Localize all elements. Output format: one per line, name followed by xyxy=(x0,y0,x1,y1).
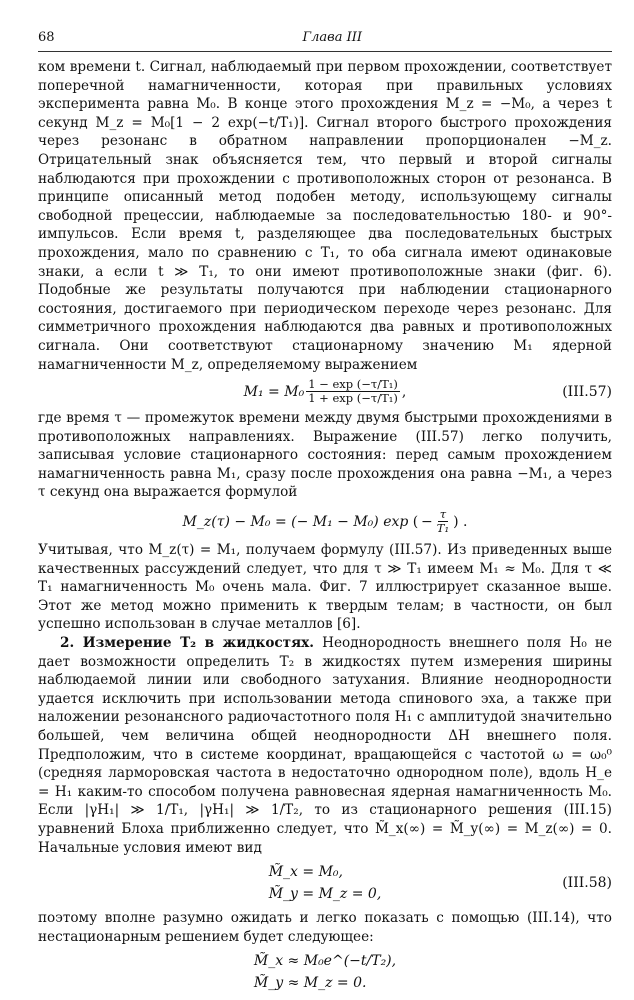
eq57-lhs: M₁ = M₀ xyxy=(243,383,305,400)
eq57-denominator: 1 + exp (−τ/T₁) xyxy=(308,391,398,406)
page-number: 68 xyxy=(38,30,55,45)
paragraph-3: Учитывая, что M_z(τ) = M₁, получаем формулу (III.57). Из приведенных выше качественных рассуждений следует, что для τ ≫ T₁ имеем M₁ ≈ M₀. Для τ ≪ T₁ намагниченность M₀ очень мала. Фиг. 7 иллюстрирует сказанное выше. Этот же метод можно применить к твердым телам; в частности, он был успешно использован в случае металлов [6]. xyxy=(38,542,612,633)
eq-mid-fraction xyxy=(435,508,451,535)
paragraph-4 xyxy=(38,634,612,857)
eq-mid-denominator: T₁ xyxy=(436,521,450,536)
eq-last-line-1: M̃_x ≈ M₀e^(−t/T₂), xyxy=(253,953,397,970)
eq58-lines xyxy=(269,861,382,905)
eq57-tag: (III.57) xyxy=(562,383,612,400)
equation-iii-57 xyxy=(38,378,612,405)
eq-mid-close: ) . xyxy=(453,513,468,530)
header-rule xyxy=(38,51,612,52)
eq58-line-1: M̃_x = M₀, xyxy=(268,864,343,881)
equation-nonstationary xyxy=(38,950,612,994)
chapter-title: Глава III xyxy=(302,30,362,45)
eq-mid-open: ( − xyxy=(408,513,433,530)
paragraph-2: где время τ — промежуток времени между двумя быстрыми прохождениями в противоположных направлениях. Выражение (III.57) легко получить, записывая условие стационарного состояния: перед самым прохождением намагниченность равна M₁, сразу после прохождения она равна −M₁, а через τ секунд она выражается формулой xyxy=(38,410,612,501)
eq-mid-left: M_z(τ) − M₀ = (− M₁ − M₀) exp xyxy=(182,513,409,530)
eq-last-line-2: M̃_y ≈ M_z = 0. xyxy=(253,975,367,992)
eq57-numerator: 1 − exp (−τ/T₁) xyxy=(308,377,398,392)
eq57-fraction xyxy=(306,378,400,405)
eq-mid-numerator: τ xyxy=(439,507,447,522)
eq57-comma: , xyxy=(401,383,407,400)
section-heading: 2. Измерение T₂ в жидкостях. xyxy=(60,635,314,652)
paragraph-5: поэтому вполне разумно ожидать и легко показать с помощью (III.14), что нестационарным решением будет следующее: xyxy=(38,910,612,945)
paragraph-1: ком времени t. Сигнал, наблюдаемый при первом прохождении, соответствует поперечной намагниченности, которая при правильных условиях эксперимента равна M₀. В конце этого прохождения M_z = −M₀, а через t секунд M_z = M₀[1 − 2 exp(−t/T₁)]. Сигнал второго быстрого прохождения через резонанс в обратном направлении пропорционален −M_z. Отрицательный знак объясняется тем, что первый и второй сигналы наблюдаются при прохождении с противоположных сторон от резонанса. В принципе описанный метод подобен методу, использующему сигналы свободной прецессии, наблюдаемые за последовательностью 180- и 90°-импульсов. Если время t, разделяющее два последовательных быстрых прохождения, мало по сравнению с T₁, то оба сигнала имеют одинаковые знаки, а если t ≫ T₁, то они имеют противоположные знаки (фиг. 6). Подобные же результаты получаются при наблюдении стационарного состояния, достигаемого при периодическом переходе через резонанс. Для симметричного прохождения наблюдаются два равных и противоположных сигнала. Они соответствуют стационарному значению M₁ ядерной намагниченности M_z, определяемому выражением xyxy=(38,59,612,373)
paragraph-4-body: Неоднородность внешнего поля H₀ не дает возможности определить T₂ в жидкостях путем измерения ширины наблюдаемой линии или свободного затухания. Влияние неоднородности удается исключить при использовании метода спинового эха, а также при наложении резонансного радиочастотного поля H₁ с амплитудой значительно большей, чем величина общей неоднородности ΔH внешнего поля. Предположим, что в системе координат, вращающейся с частотой ω = ω₀⁰ (средняя ларморовская частота в недостаточно однородном поле), вдоль H_e = H₁ каким-то способом получена равновесная ядерная намагниченность M₀. Если |γH₁| ≫ 1/T₁, |γH₁| ≫ 1/T₂, то из стационарного решения (III.15) уравнений Блоха приближенно следует, что M̃_x(∞) = M̃_y(∞) = M_z(∞) = 0. Начальные условия имеют вид xyxy=(38,635,612,856)
eq58-line-2: M̃_y = M_z = 0, xyxy=(268,886,382,903)
equation-iii-58 xyxy=(38,861,612,905)
page-header xyxy=(38,30,612,45)
eq-last-lines xyxy=(254,950,396,994)
eq58-tag: (III.58) xyxy=(562,875,612,892)
equation-mz-tau xyxy=(38,508,612,535)
